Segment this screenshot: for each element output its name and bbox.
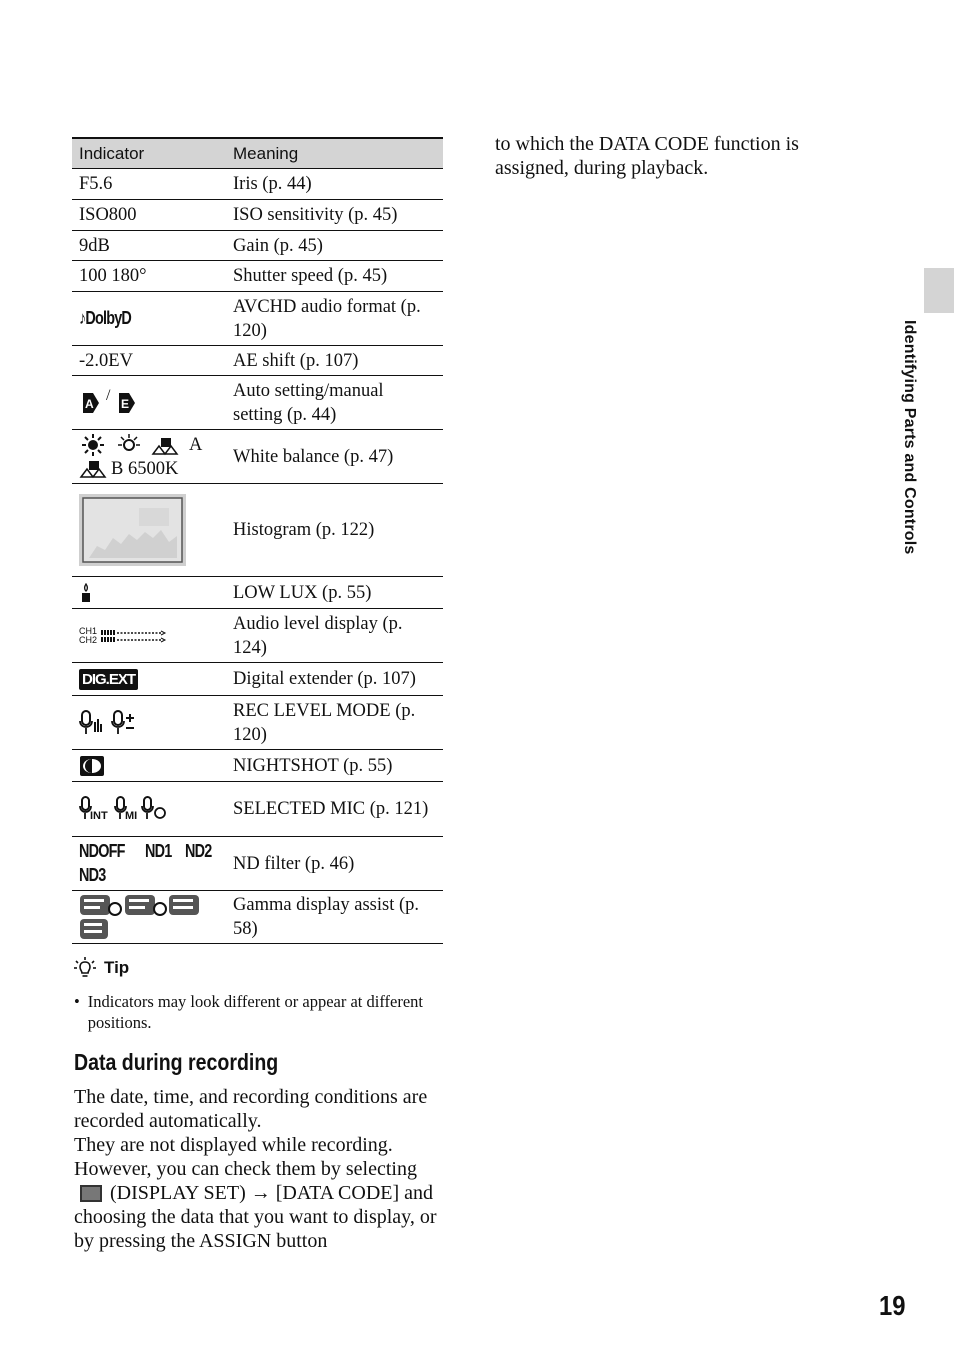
dolby-digital-icon: ♪DolbyD [72,292,226,346]
right-column-text: to which the DATA CODE function is assigned, during playback. [495,133,799,179]
nd1-label: ND1 [145,840,172,861]
nd-off-label: NDOFF [79,840,125,861]
indicator-cell: ISO800 [72,200,226,231]
digital-extender-icon: DIG.EXT [79,669,138,690]
tip-title: Tip [104,958,130,977]
white-balance-preset-b-icon [79,459,111,479]
side-label-text: Identifying Parts and Controls [901,320,918,555]
table-row [72,231,443,261]
table-header-row [72,138,443,169]
tip-text: Indicators may look different or appear at different positions. [87,992,423,1032]
meaning-cell: AVCHD audio format (p. 120) [226,292,443,346]
table-row [72,696,443,750]
indicator-table [72,137,443,944]
meaning-cell: AE shift (p. 107) [226,346,443,376]
side-tab-marker [924,268,954,313]
table-row: A B 6500K White balance (p. 47) [72,430,443,484]
paragraph: (DISPLAY SET) → [DATA CODE] and choosing the data that you want to display, or by pressing the ASSIGN button [74,1182,437,1252]
meaning-cell: SELECTED MIC (p. 121) [226,782,443,837]
low-lux-icon [79,583,93,603]
indicator-cell: -2.0EV [72,346,226,376]
svg-text:MI: MI [125,810,138,822]
meaning-cell: Shutter speed (p. 45) [226,261,443,292]
nd-filter-icons [72,837,226,891]
white-balance-icons [79,434,189,456]
table-row [72,782,443,837]
section-body [74,1085,446,1253]
table-row [72,261,443,292]
table-row [72,169,443,200]
lightbulb-icon [74,957,96,979]
display-set-icon [80,1185,102,1202]
rec-level-mode-icons [79,710,139,736]
meaning-cell: Digital extender (p. 107) [226,663,443,696]
tip-box [74,957,444,1033]
indicator-cell: 9dB [72,231,226,261]
meaning-cell: Histogram (p. 122) [226,484,443,577]
svg-text:A: A [85,396,94,411]
meaning-cell: NIGHTSHOT (p. 55) [226,750,443,782]
section-heading: Data during recording [74,1049,279,1075]
meaning-cell: ISO sensitivity (p. 45) [226,200,443,231]
nightshot-icon [79,755,105,777]
table-row [72,663,443,696]
svg-text:INT: INT [90,810,108,822]
indicator-cell: 100 180° [72,261,226,292]
meaning-cell: REC LEVEL MODE (p. 120) [226,696,443,750]
table-row [72,346,443,376]
table-row [72,577,443,609]
bullet-dot: • [74,992,80,1011]
selected-mic-icons [79,796,169,822]
table-row [72,750,443,782]
table-row [72,376,443,430]
meaning-cell: ND filter (p. 46) [226,837,443,891]
meaning-cell: Gamma display assist (p. 58) [226,891,443,944]
audio-level-meter-icon: CH1 CH2 [79,627,219,645]
meaning-cell: Gain (p. 45) [226,231,443,261]
table-row [72,200,443,231]
meaning-cell: Iris (p. 44) [226,169,443,200]
table-row [72,609,443,663]
table-row [72,837,443,891]
table-row [72,292,443,346]
paragraph: They are not displayed while recording. [74,1134,393,1156]
meaning-cell: White balance (p. 47) [226,430,443,484]
table-row [72,891,443,944]
gamma-assist-icons [79,894,204,940]
paragraph: The date, time, and recording conditions are recorded automatically. [74,1086,428,1132]
page-number: 19 [879,1290,906,1321]
table-row [72,484,443,577]
nd3-label: ND3 [79,864,106,885]
nd2-label: ND2 [185,840,212,861]
meaning-cell: LOW LUX (p. 55) [226,577,443,609]
meaning-cell: Audio level display (p. 124) [226,609,443,663]
header-indicator: Indicator [72,138,226,169]
slash-separator: / [106,386,111,404]
histogram-thumbnail [79,494,186,566]
indicator-cell: F5.6 [72,169,226,200]
header-meaning: Meaning [226,138,443,169]
meaning-cell: Auto setting/manual setting (p. 44) [226,376,443,430]
svg-text:E: E [121,396,130,411]
paragraph: However, you can check them by selecting [74,1158,417,1180]
